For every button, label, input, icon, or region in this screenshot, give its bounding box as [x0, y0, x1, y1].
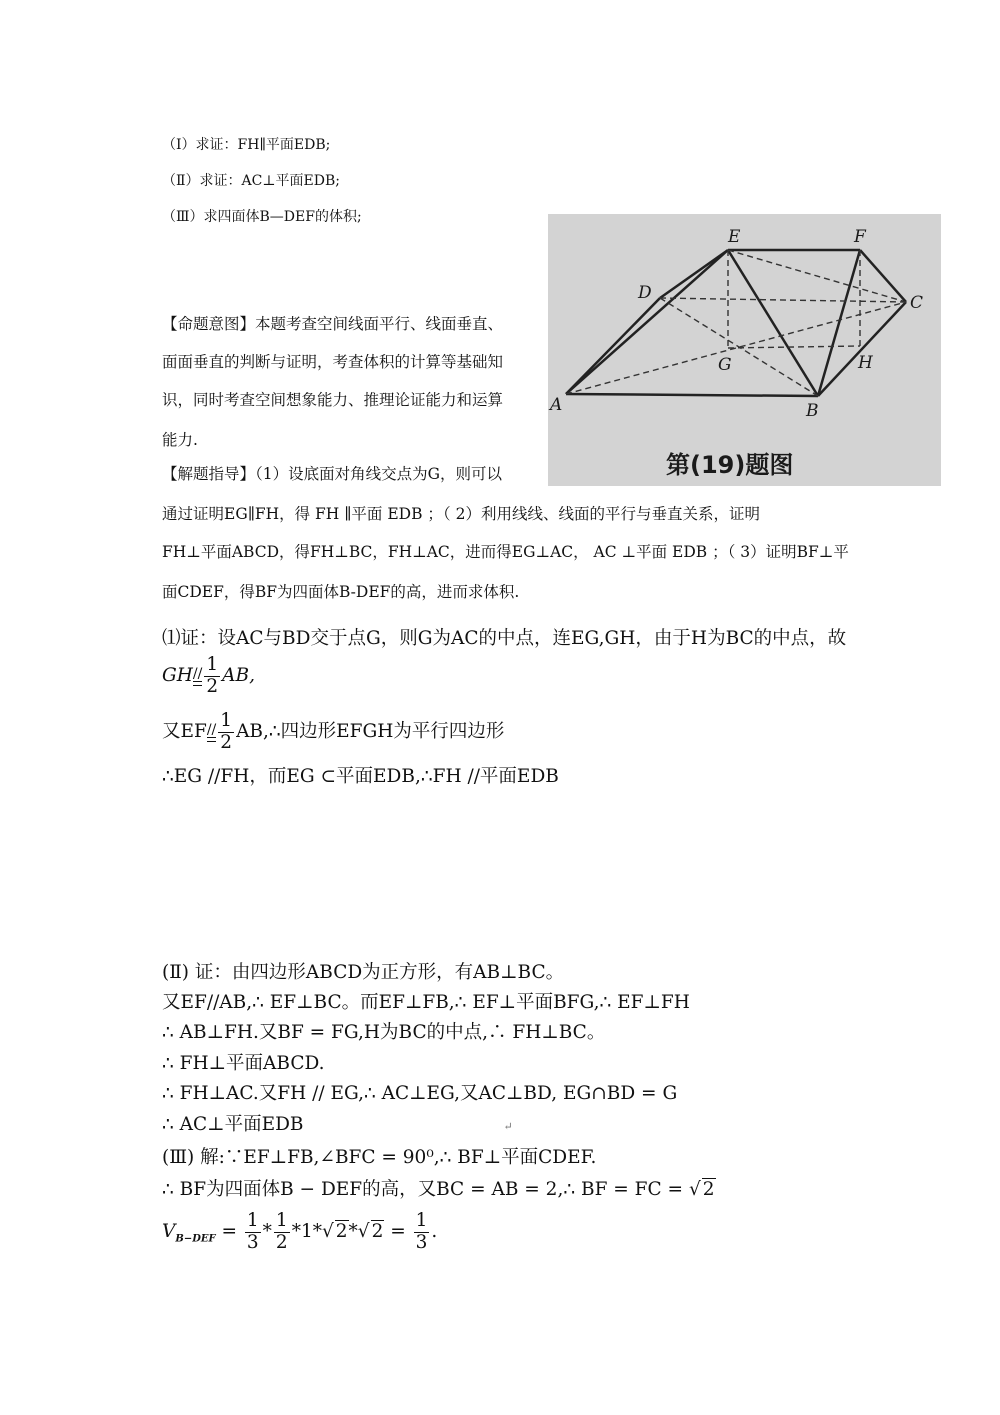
sqrt-2: 2: [702, 1179, 715, 1200]
fraction-half: $\frac{1}{2}$: [206, 654, 219, 697]
geometry-figure: [548, 214, 941, 486]
proof2-line-2: 又EF//AB,∴ EF⊥BC。而EF⊥FB,∴ EF⊥平面BFG,∴ EF⊥FH: [162, 992, 690, 1013]
proof3-line-2: ∴ BF为四面体B − DEF的高，又BC = AB = 2,∴ BF = FC = √ 2: [162, 1179, 715, 1200]
proof1-ab-conclusion: AB,∴四边形EFGH为平行四边形: [236, 721, 505, 742]
volume-subscript: B−DEF: [175, 1233, 216, 1245]
figure-svg: [548, 214, 941, 486]
label-f: F: [854, 227, 866, 247]
dashed-db: [660, 298, 818, 396]
fraction-half: $\frac{1}{2}$: [220, 710, 233, 753]
edge-eb: [728, 250, 818, 396]
volume-symbol: V: [162, 1221, 176, 1242]
proof3-line-1: (Ⅲ) 解:∵EF⊥FB,∠BFC = 90⁰,∴ BF⊥平面CDEF.: [162, 1147, 597, 1168]
label-d: D: [638, 283, 652, 303]
guide-line-2: 通过证明EG∥FH，得 FH ∥平面 EDB ；（ 2）利用线线、线面的平行与垂直关系，证明: [162, 505, 760, 523]
label-g: G: [718, 355, 732, 375]
question-2: （Ⅱ）求证：AC⊥平面EDB;: [162, 173, 340, 189]
intent-line-4: 能力.: [162, 431, 198, 449]
guide-line-4: 面CDEF，得BF为四面体B-DEF的高，进而求体积.: [162, 583, 520, 601]
dashed-dc: [660, 298, 906, 302]
proof1-ab: AB,: [222, 665, 255, 686]
guide-line-3: FH⊥平面ABCD，得FH⊥BC，FH⊥AC，进而得EG⊥AC， AC ⊥平面 EDB ；（ 3）证明BF⊥平: [162, 543, 849, 561]
proof2-line-3: ∴ AB⊥FH.又BF = FG,H为BC的中点,∴ FH⊥BC。: [162, 1022, 606, 1043]
label-h: H: [858, 353, 873, 373]
guide-line-1: 【解题指导】（1）设底面对角线交点为G，则可以: [162, 465, 502, 483]
proof1-line-1: ⑴证：设AC与BD交于点G，则G为AC的中点，连EG,GH，由于H为BC的中点，故: [162, 628, 847, 649]
paragraph-mark: ↵: [503, 1120, 513, 1133]
figure-caption: 第(19)题图: [666, 451, 794, 479]
proof2-line-1: (Ⅱ) 证：由四边形ABCD为正方形，有AB⊥BC。: [162, 962, 565, 983]
proof2-line-5: ∴ FH⊥AC.又FH // EG,∴ AC⊥EG,又AC⊥BD, EG∩BD = G: [162, 1083, 678, 1104]
intent-line-2: 面面垂直的判断与证明，考查体积的计算等基础知: [162, 353, 504, 371]
edge-de: [660, 250, 728, 298]
proof2-line-4: ∴ FH⊥平面ABCD.: [162, 1053, 325, 1074]
question-1: （Ⅰ）求证：FH∥平面EDB;: [162, 137, 331, 153]
edge-fc: [860, 250, 906, 302]
label-c: C: [910, 293, 924, 313]
label-a: A: [550, 395, 563, 415]
edge-ad: [566, 298, 660, 394]
parallel-equal-symbol: //: [193, 667, 202, 686]
proof2-line-6: ∴ AC⊥平面EDB ↵: [162, 1114, 513, 1135]
proof1-ef: 又EF: [162, 721, 207, 742]
edge-ab: [566, 394, 818, 396]
dashed-gh: [728, 346, 860, 348]
intent-line-1: 【命题意图】本题考查空间线面平行、线面垂直、: [162, 315, 504, 333]
fraction-one-half: $\frac{1}{2}$: [275, 1210, 288, 1253]
proof3-volume: $V_{B-DEF}$ = $\frac{1}{3}$ * $\frac{1}{2}$ *1*√ 2*√ 2 = $\frac{1}{3}$ .: [162, 1210, 438, 1253]
fraction-result: $\frac{1}{3}$: [415, 1210, 428, 1253]
proof1-line-4: ∴EG //FH，而EG ⊂平面EDB,∴FH //平面EDB: [162, 766, 559, 787]
proof1-gh: GH: [162, 665, 193, 686]
proof1-line-3: [162, 712, 504, 752]
proof1-line-2: [162, 656, 255, 696]
question-3: （Ⅲ）求四面体B—DEF的体积;: [162, 209, 362, 225]
intent-line-3: 识，同时考查空间想象能力、推理论证能力和运算: [162, 391, 504, 409]
fraction-one-third: $\frac{1}{3}$: [246, 1210, 259, 1253]
label-b: B: [806, 401, 819, 421]
parallel-equal-symbol: //: [207, 723, 216, 742]
label-e: E: [728, 227, 741, 247]
